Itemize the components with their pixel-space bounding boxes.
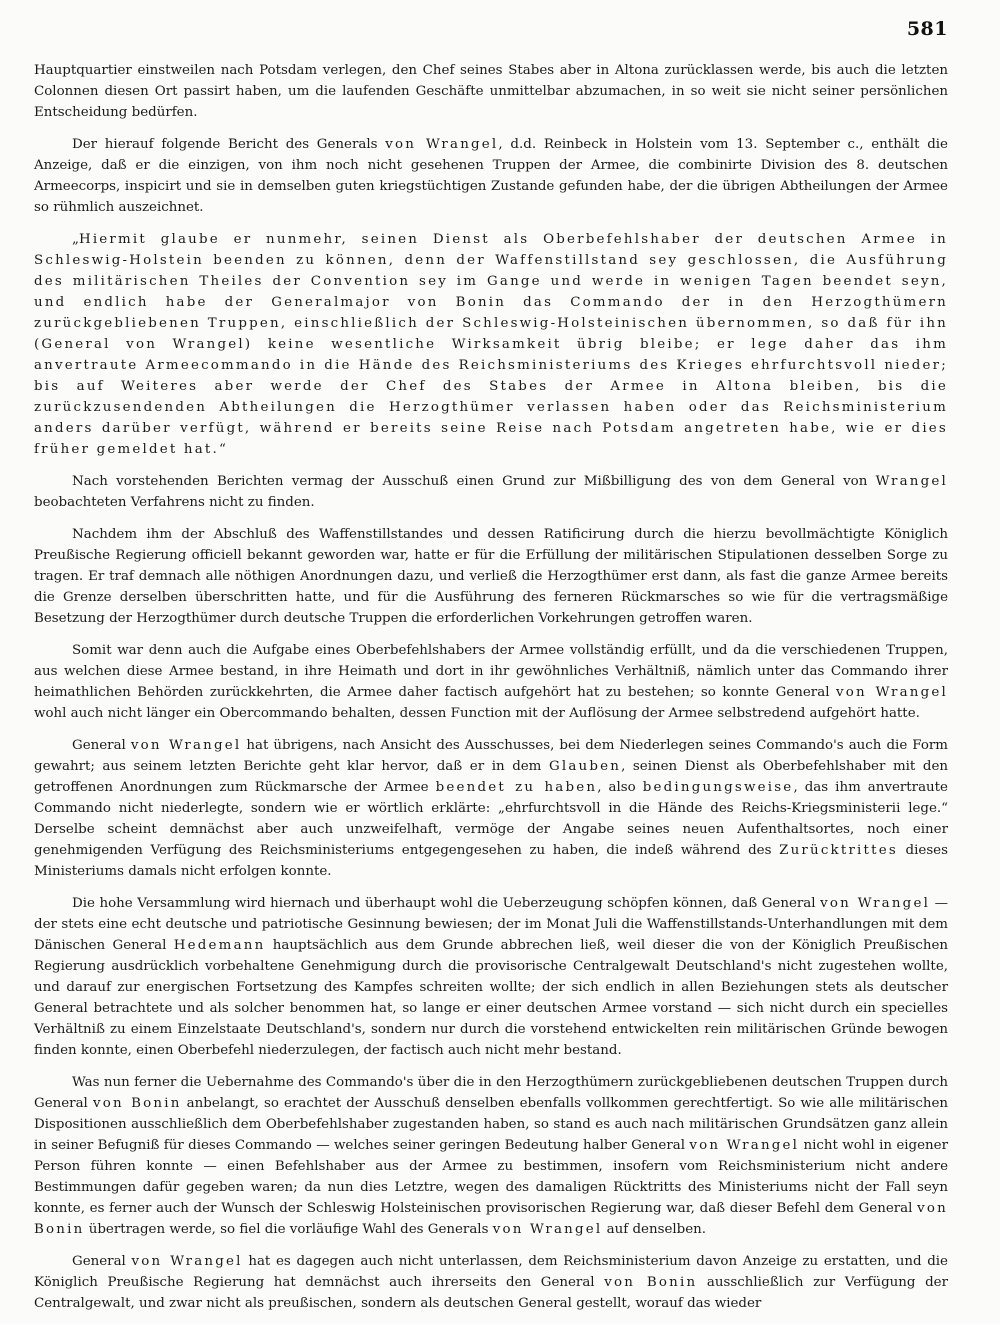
emphasized-text: von Wrangel bbox=[131, 1254, 243, 1269]
emphasized-text: von Wrangel bbox=[385, 137, 499, 152]
text-run: hauptsächlich aus dem Grunde abbrechen ließ, weil dieser die von der Königlich Preußischen Regierung ausdrücklich vorbehaltene Genehmigung durch die provisorische Centralgewalt Deutschland's nicht zugestehen wollte, und darauf zur energischen Fortsetzung des Kampfes schreiten wollte; der sich endlich in allen Beziehungen stets als deutscher General betrachtete und als solcher benommen hat, so lange er einer deutschen Armee vorstand — sich nicht durch ein specielles Verhältniß zu einem Einzelstaate Deutschland's, sondern nur durch die vorstehend entwickelten rein militärischen Gründe bewogen finden konnte, einen Oberbefehl niederzulegen, der factisch auch nicht mehr bestand. bbox=[34, 938, 948, 1058]
emphasized-text: Hedemann bbox=[173, 938, 266, 953]
text-run: Was nun ferner die Uebernahme des Commando's über die in den Herzogthümern zurückgebliebenen deutschen Truppen durch General bbox=[34, 1075, 948, 1111]
emphasized-text: Wrangel bbox=[875, 474, 948, 489]
text-run: Nach vorstehenden Berichten vermag der Ausschuß einen Grund zur Mißbilligung des von dem General von bbox=[72, 474, 876, 489]
text-run: übertragen werde, so fiel die vorläufige Wahl des Generals bbox=[84, 1222, 493, 1237]
text-run: , seinen Dienst als Oberbefehlshaber mit den getroffenen Anordnungen zum Rückmarsche der Armee bbox=[34, 759, 948, 795]
text-run: dieses Ministeriums damals nicht erfolgen konnte. bbox=[34, 843, 948, 879]
text-run: Somit war denn auch die Aufgabe eines Oberbefehlshabers der Armee vollständig erfüllt, und da die verschiedenen Truppen, aus welchen diese Armee bestand, in ihre Heimath und dort in ihr gewöhnliches Verhältniß, nämlich unter das Commando ihrer heimathlichen Behörden zurückkehrten, die Armee daher factisch aufgehört hat zu bestehen; so konnte General bbox=[34, 643, 948, 700]
emphasized-text: Glauben bbox=[548, 759, 622, 774]
emphasized-text: von Wrangel bbox=[130, 738, 242, 753]
page-number: 581 bbox=[906, 18, 948, 40]
emphasized-text: bedingungsweise bbox=[642, 780, 794, 795]
text-run: auf denselben. bbox=[602, 1222, 707, 1237]
paragraph-wrangel-report bbox=[34, 134, 948, 218]
text-run: hat übrigens, nach Ansicht des Ausschusses, bei dem Niederlegen seines Commando's auch die Form gewahrt; aus seinem letzten Berichte geht klar hervor, daß er in dem bbox=[34, 738, 948, 774]
paragraph-bonin-command bbox=[34, 1072, 948, 1240]
paragraph-task-fulfilled bbox=[34, 640, 948, 724]
emphasized-text: Zurücktrittes bbox=[779, 843, 898, 858]
text-run: General bbox=[72, 738, 131, 753]
document-body bbox=[34, 60, 948, 1325]
text-run: ausschließlich zur Verfügung der Centralgewalt, und zwar nicht als preußischen, sondern als deutschen General gestellt, worauf das wieder bbox=[34, 1275, 949, 1311]
paragraph-committee-verdict bbox=[34, 471, 948, 513]
text-run: hat es dagegen auch nicht unterlassen, dem Reichsministerium davon Anzeige zu erstatten, und die Königlich Preußische Regierung hat demnächst auch ihrerseits den General bbox=[34, 1254, 948, 1290]
text-run: Hauptquartier einstweilen nach Potsdam verlegen, den Chef seines Stabes aber in Altona zurücklassen werde, bis auch die letzten Colonnen diesen Ort passirt haben, um die laufenden Geschäfte unmittelbar abzumachen, in so weit sie nicht seiner persönlichen Entscheidung bedürfen. bbox=[34, 63, 948, 120]
paragraph-form-preserved bbox=[34, 735, 948, 882]
text-run: anbelangt, so erachtet der Ausschuß denselben ebenfalls vollkommen gerechtfertigt. So wie alle militärischen Dispositionen ausschließlich dem Oberbefehlshaber zugestanden haben, so stand es auch nach militärischen Grundsätzen ganz allein in seiner Befugniß für dieses Commando — welches seiner geringen Bedeutung halber General bbox=[34, 1096, 948, 1153]
text-run: nicht wohl in eigener Person führen konnte — einen Befehlshaber aus der Armee zu bestimmen, insofern vom Reichsministerium nicht andere Bestimmungen dafür gegeben waren; da nun dies Letztre, wegen des damaligen Rücktritts des Ministeriums nicht der Fall seyn konnte, es ferner auch der Wunsch der Schleswig Holsteinischen provisorischen Regierung war, daß dieser Befehl dem General bbox=[34, 1138, 948, 1216]
text-run: Die hohe Versammlung wird hiernach und überhaupt wohl die Ueberzeugung schöpfen können, daß General bbox=[72, 896, 821, 911]
emphasized-text: von Bonin bbox=[604, 1275, 698, 1290]
text-run: „ bbox=[72, 232, 79, 247]
text-run: General bbox=[72, 1254, 132, 1269]
text-run: , das ihm anvertraute Commando nicht niederlegte, sondern wie er wörtlich erklärte: „ehrfurchtsvoll in die Hände des Reichs-Kriegsministerii lege.“ Derselbe scheint demnächst aber auch unzweifelhaft, vermöge der Angabe seines neuen Aufenthaltsortes, noch einer genehmigenden Verfügung des Reichsministeriums entgegengesehen zu haben, die indeß während des bbox=[34, 780, 948, 858]
text-run: wohl auch nicht länger ein Obercommando behalten, dessen Function mit der Auflösung der Armee selbstredend aufgehört hatte. bbox=[34, 706, 920, 721]
emphasized-text: von Bonin bbox=[34, 1201, 948, 1237]
text-run: , also bbox=[597, 780, 643, 795]
text-run: Nachdem ihm der Abschluß des Waffenstillstandes und dessen Ratificirung durch die hierzu bevollmächtigte Königlich Preußische Regierung officiell bekannt geworden war, hatte er für die Erfüllung der militärischen Stipulationen desselben Sorge zu tragen. Er traf demnach alle nöthigen Anordnungen dazu, und verließ die Herzogthümer erst dann, als fast die ganze Armee bereits die Grenze derselben überschritten hatte, und für die Ausführung des ferneren Rückmarsches so wie für die vertragsmäßige Besetzung der Herzogthümer durch deutsche Truppen die erforderlichen Vorkehrungen getroffen waren. bbox=[34, 527, 948, 626]
paragraph-report-to-ministry bbox=[34, 1251, 948, 1314]
emphasized-text: von Wrangel bbox=[492, 1222, 603, 1237]
text-run: Der hierauf folgende Bericht des Generals bbox=[72, 137, 386, 152]
text-run: , d.d. Reinbeck in Holstein vom 13. September c., enthält die Anzeige, daß er die einzigen, von ihm noch nicht gesehenen Truppen der Armee, die combinirte Division des 8. deutschen Armeecorps, inspicirt und sie in demselben guten kriegstüchtigen Zustande gefunden habe, der die übrigen Abtheilungen der Armee so rühmlich auszeichnet. bbox=[34, 137, 948, 215]
emphasized-text: von Wrangel bbox=[836, 685, 948, 700]
emphasized-text: von Wrangel bbox=[820, 896, 931, 911]
emphasized-text: von Bonin bbox=[92, 1096, 182, 1111]
emphasized-text: beendet zu haben bbox=[435, 780, 598, 795]
emphasized-text: von Wrangel bbox=[689, 1138, 800, 1153]
paragraph-quotation bbox=[34, 229, 948, 460]
paragraph-armistice bbox=[34, 524, 948, 629]
paragraph-assembly-conviction bbox=[34, 893, 948, 1061]
text-run: — der stets eine echt deutsche und patriotische Gesinnung bewiesen; der im Monat Juli die Waffenstillstands-Unterhandlungen mit dem Dänischen General bbox=[34, 896, 948, 953]
emphasized-text: Hiermit glaube er nunmehr, seinen Dienst als Oberbefehlshaber der deutschen Armee in Schleswig-Holstein beenden zu können, denn der Waffenstillstand sey geschlossen, die Ausführung des militärischen Theiles der Convention sey im Gange und werde in wenigen Tagen beendet seyn, und endlich habe der Generalmajor von Bonin das Commando der in den Herzogthümern zurückgebliebenen Truppen, einschließlich der Schleswig-Holsteinischen übernommen, so daß für ihn (General von Wrangel) keine wesentliche Wirksamkeit übrig bleibe; er lege daher das ihm anvertraute Armeecommando in die Hände des Reichsministeriums des Krieges ehrfurchtsvoll nieder; bis auf Weiteres aber werde der Chef des Stabes der Armee in Altona bleiben, bis die zurückzusendenden Abtheilungen die Herzogthümer verlassen haben oder das Reichsministerium anders darüber verfügt, während er bereits seine Reise nach Potsdam angetreten habe, wie er dies früher gemeldet hat.“ bbox=[34, 232, 948, 457]
paragraph-continued bbox=[34, 60, 948, 123]
text-run: beobachteten Verfahrens nicht zu finden. bbox=[34, 495, 315, 510]
